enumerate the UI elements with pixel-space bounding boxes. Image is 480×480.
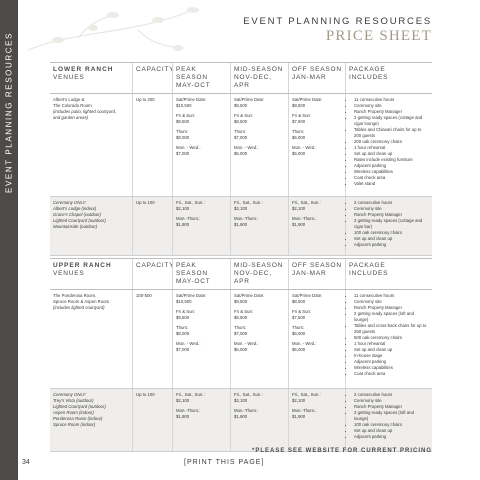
col-includes: PACKAGE INCLUDES (345, 259, 432, 289)
table-row (50, 197, 432, 256)
side-tab (0, 0, 18, 480)
upper-ranch-table (50, 258, 432, 452)
table-header-row (50, 258, 432, 290)
col-includes: PACKAGE INCLUDES (345, 63, 432, 93)
pricing-footnote: *PLEASE SEE WEBSITE FOR CURRENT PRICING (251, 448, 432, 454)
venue-cell: The Ponderosa Room, Spruce Room & Aspen Room (includes lighted courtyard) (53, 293, 110, 310)
page-number: 34 (22, 459, 30, 466)
off-cell: Fri., Sat., Sun.: $2,100 Mon.-Thurs.: $1,900 (288, 197, 345, 255)
capacity-cell: 100-500 (132, 290, 172, 388)
col-mid: MID-SEASON NOV-DEC, APR (230, 63, 288, 93)
capacity-cell: Up to 100 (132, 389, 172, 451)
section-heading: UPPER RANCH VENUES (53, 262, 112, 277)
col-capacity: CAPACITY (132, 63, 172, 93)
print-page-link[interactable]: [PRINT THIS PAGE] (184, 459, 265, 466)
col-peak: PEAK SEASON MAY-OCT (172, 63, 230, 93)
venue-cell: Ceremony ONLY: Albert's Lodge (indoor) Grace's Chapel (outdoor) Lighted Courtyard (outdoor) Mountainside (outdoor) (53, 200, 106, 229)
peak-cell: Fri., Sat., Sun.: $2,100 Mon.-Thurs.: $1,900 (172, 389, 230, 451)
table-row (50, 94, 432, 197)
side-tab-label: EVENT PLANNING RESOURCES (4, 32, 14, 193)
capacity-cell: Up to 200 (132, 94, 172, 196)
includes-cell: • 2 consecutive hours • Ceremony site • Ranch Property Manager • 2 getting ready spaces (cottage and cigar bar) • 100 oak ceremony chairs • Set up and clean up • Adjacent parking (345, 197, 432, 255)
includes-cell: • 11 consecutive hours • Ceremony site • Ranch Property Manager • 2 getting ready spaces (cottage and cigar lounge) • Tables and Chiavari chairs for up to 200 guests • 200 oak ceremony chairs • 1 hour rehearsal • Set up and clean up • Rates include existing furniture • Adjacent parking • Wireless capabilities • Coat check area • Valet stand (345, 94, 432, 196)
table-header-row (50, 62, 432, 94)
table-row (50, 389, 432, 452)
page-title: PRICE SHEET (325, 28, 432, 44)
mid-cell: Sat/Prime Date: $9,500 Fri & Sun: $8,500 Thurs: $7,000 Mon. - Wed.: $6,000 (230, 290, 288, 388)
col-off: OFF SEASON JAN-MAR (288, 63, 345, 93)
table-row (50, 290, 432, 389)
peak-cell: Fri., Sat., Sun.: $2,100 Mon.-Thurs.: $1,900 (172, 197, 230, 255)
col-off: OFF SEASON JAN-MAR (288, 259, 345, 289)
branch-decoration-icon (18, 0, 258, 60)
col-mid: MID-SEASON NOV-DEC, APR (230, 259, 288, 289)
peak-cell: Sat/Prime Date: $10,500 Fri & Sun: $9,500 Thurs: $8,000 Mon. - Wed.: $7,000 (172, 290, 230, 388)
mid-cell: Fri., Sat., Sun.: $2,100 Mon.-Thurs.: $1,900 (230, 389, 288, 451)
capacity-cell: Up to 100 (132, 197, 172, 255)
mid-cell: Fri., Sat., Sun.: $2,100 Mon.-Thurs.: $1,900 (230, 197, 288, 255)
header-subtitle: EVENT PLANNING RESOURCES (243, 16, 432, 27)
off-cell: Sat/Prime Date: $8,500 Fri & Sun: $7,500 Thurs: $6,000 Mon. - Wed.: $5,000 (288, 94, 345, 196)
col-capacity: CAPACITY (132, 259, 172, 289)
lower-ranch-table (50, 62, 432, 256)
section-heading: LOWER RANCH VENUES (53, 66, 114, 81)
peak-cell: Sat/Prime Date: $10,500 Fri & Sun: $9,500 Thurs: $8,000 Mon. - Wed.: $7,000 (172, 94, 230, 196)
mid-cell: Sat/Prime Date: $9,500 Fri & Sun: $8,500 Thurs: $7,000 Mon. - Wed.: $6,000 (230, 94, 288, 196)
off-cell: Fri., Sat., Sun.: $2,100 Mon.-Thurs.: $1,900 (288, 389, 345, 451)
includes-cell: • 2 consecutive hours • Ceremony site • Ranch Property Manager • 2 getting ready spaces (loft and lounge) • 100 oak ceremony chairs • Set up and clean up • Adjacent parking (345, 389, 432, 451)
venue-cell: Albert's Lodge & The Colorado Room (includes patio, lighted courtyard, and garden areas) (53, 97, 117, 120)
venue-cell: Ceremony ONLY: Trey's Vista (outdoor) Lighted Courtyard (outdoor) Aspen Room (indoor) Ponderosa Room (indoor) Spruce Room (indoor) (53, 392, 106, 427)
includes-cell: • 11 consecutive hours • Ceremony site • Ranch Property Manager • 2 getting ready spaces (loft and lounge) • Tables and cross-back chairs for up to 250 guests • 500 oak ceremony chairs • 1 hour rehearsal • Set up and clean up • In-house stage • Adjacent parking • Wireless capabilities • Coat check area (345, 290, 432, 388)
col-peak: PEAK SEASON MAY-OCT (172, 259, 230, 289)
off-cell: Sat/Prime Date: $8,500 Fri & Sun: $7,500 Thurs: $6,000 Mon. - Wed.: $5,000 (288, 290, 345, 388)
